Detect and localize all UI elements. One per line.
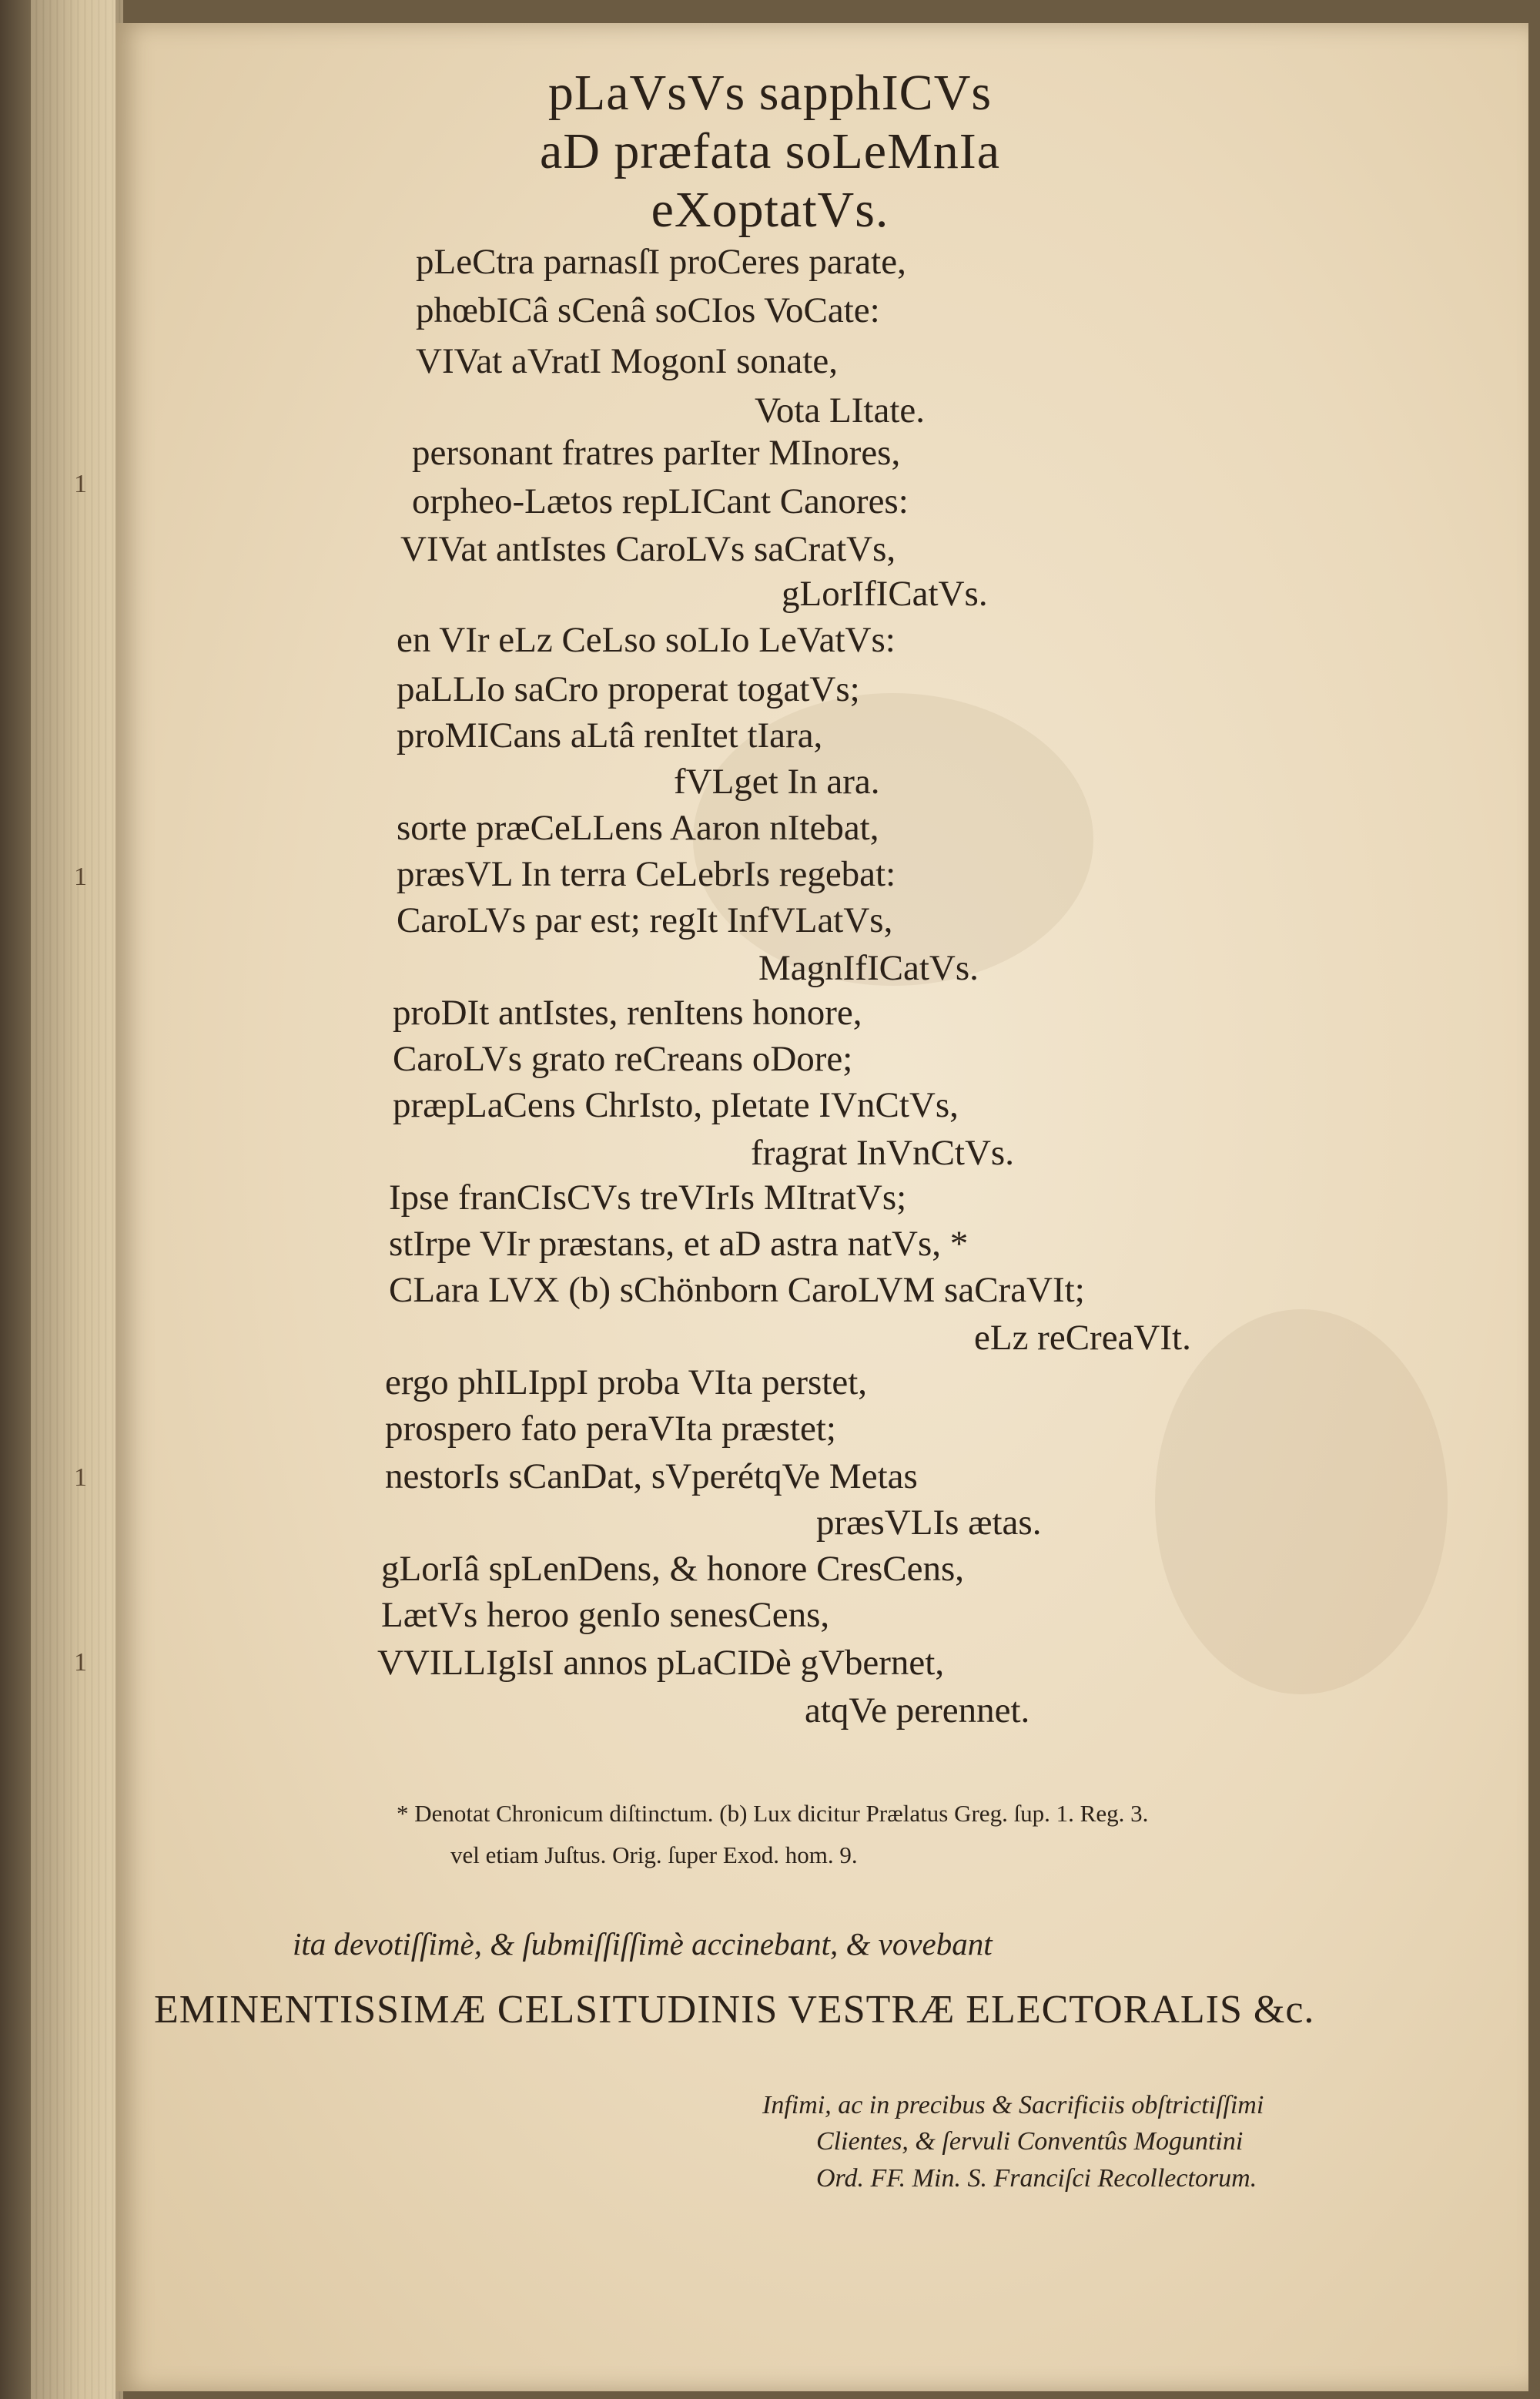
footnote-line: vel etiam Juſtus. Orig. ſuper Exod. hom. 9. <box>450 1841 858 1868</box>
verse-line: gLorIfICatVs. <box>782 574 988 614</box>
verse-line: fragrat InVnCtVs. <box>751 1133 1014 1173</box>
verse-line: atqVe perennet. <box>805 1690 1030 1731</box>
verse-line: fVLget In ara. <box>674 762 880 802</box>
verse-line: MagnIfICatVs. <box>758 948 979 988</box>
verse-line: eLz reCreaVIt. <box>974 1318 1191 1358</box>
verse-line: CaroLVs grato reCreans oDore; <box>393 1039 853 1079</box>
verse-line: præsVLIs ætas. <box>816 1503 1042 1543</box>
verse-line: proMICans aLtâ renItet tIara, <box>397 715 823 756</box>
verse-line: sorte præCeLLens Aaron nItebat, <box>397 808 879 848</box>
verse-line: VVILLIgIsI annos pLaCIDè gVbernet, <box>377 1643 945 1683</box>
verse-line: phœbICâ sCenâ soCIos VoCate: <box>416 290 880 330</box>
signature-line: Infimi, ac in precibus & Sacrificiis obſtrictiſſimi <box>762 2091 1264 2119</box>
closing-title: EMINENTISSIMÆ CELSITUDINIS VESTRÆ ELECTORALIS &c. <box>154 1988 1315 2032</box>
verse-line: Ipse franCIsCVs treVIrIs MItratVs; <box>389 1178 907 1218</box>
verse-line: VIVat aVratI MogonI sonate, <box>416 341 838 381</box>
verse-line: proDIt antIstes, renItens honore, <box>393 993 862 1033</box>
margin-mark: 1 <box>74 1648 87 1677</box>
verse-line: orpheo-Lætos repLICant Canores: <box>412 481 909 521</box>
margin-mark: 1 <box>74 470 87 498</box>
verse-line: VIVat antIstes CaroLVs saCratVs, <box>400 529 896 569</box>
verse-line: CLara LVX (b) sChönborn CaroLVM saCraVIt; <box>389 1270 1085 1310</box>
paper-stain <box>1155 1309 1448 1694</box>
verse-line: LætVs heroo genIo senesCens, <box>381 1595 830 1635</box>
dedication-line: ita devotiſſimè, & ſubmiſſiſſimè accinebant, & vovebant <box>293 1926 993 1962</box>
signature-line: Ord. FF. Min. S. Franciſci Recollectorum. <box>816 2164 1257 2193</box>
title-line: aD præfata soLeMnIa <box>539 123 1001 179</box>
title-line: eXoptatVs. <box>651 182 889 238</box>
verse-line: pLeCtra parnasſI proCeres parate, <box>416 242 906 282</box>
verse-line: nestorIs sCanDat, sVperétqVe Metas <box>385 1456 918 1496</box>
margin-mark: 1 <box>74 863 87 891</box>
verse-line: gLorIâ spLenDens, & honore CresCens, <box>381 1549 965 1589</box>
verse-line: stIrpe VIr præstans, et aD astra natVs, * <box>389 1224 969 1264</box>
verse-line: præpLaCens ChrIsto, pIetate IVnCtVs, <box>393 1085 959 1125</box>
verse-line: prospero fato peraVIta præstet; <box>385 1409 836 1449</box>
verse-line: personant fratres parIter MInores, <box>412 433 901 473</box>
verse-line: Vota LItate. <box>755 390 926 431</box>
signature-line: Clientes, & ſervuli Conventûs Moguntini <box>816 2127 1244 2156</box>
verse-line: en VIr eLz CeLso soLIo LeVatVs: <box>397 620 896 660</box>
page-edges <box>31 0 123 2399</box>
footnote-line: * Denotat Chronicum diſtinctum. (b) Lux dicitur Prælatus Greg. ſup. 1. Reg. 3. <box>397 1800 1149 1827</box>
title-line: pLaVsVs sapphICVs <box>547 65 993 121</box>
verse-line: præsVL In terra CeLebrIs regebat: <box>397 854 896 894</box>
verse-line: CaroLVs par est; regIt InfVLatVs, <box>397 900 893 940</box>
verse-line: ergo phILIppI proba VIta perstet, <box>385 1362 868 1402</box>
verse-line: paLLIo saCro properat togatVs; <box>397 669 860 709</box>
margin-mark: 1 <box>74 1463 87 1492</box>
